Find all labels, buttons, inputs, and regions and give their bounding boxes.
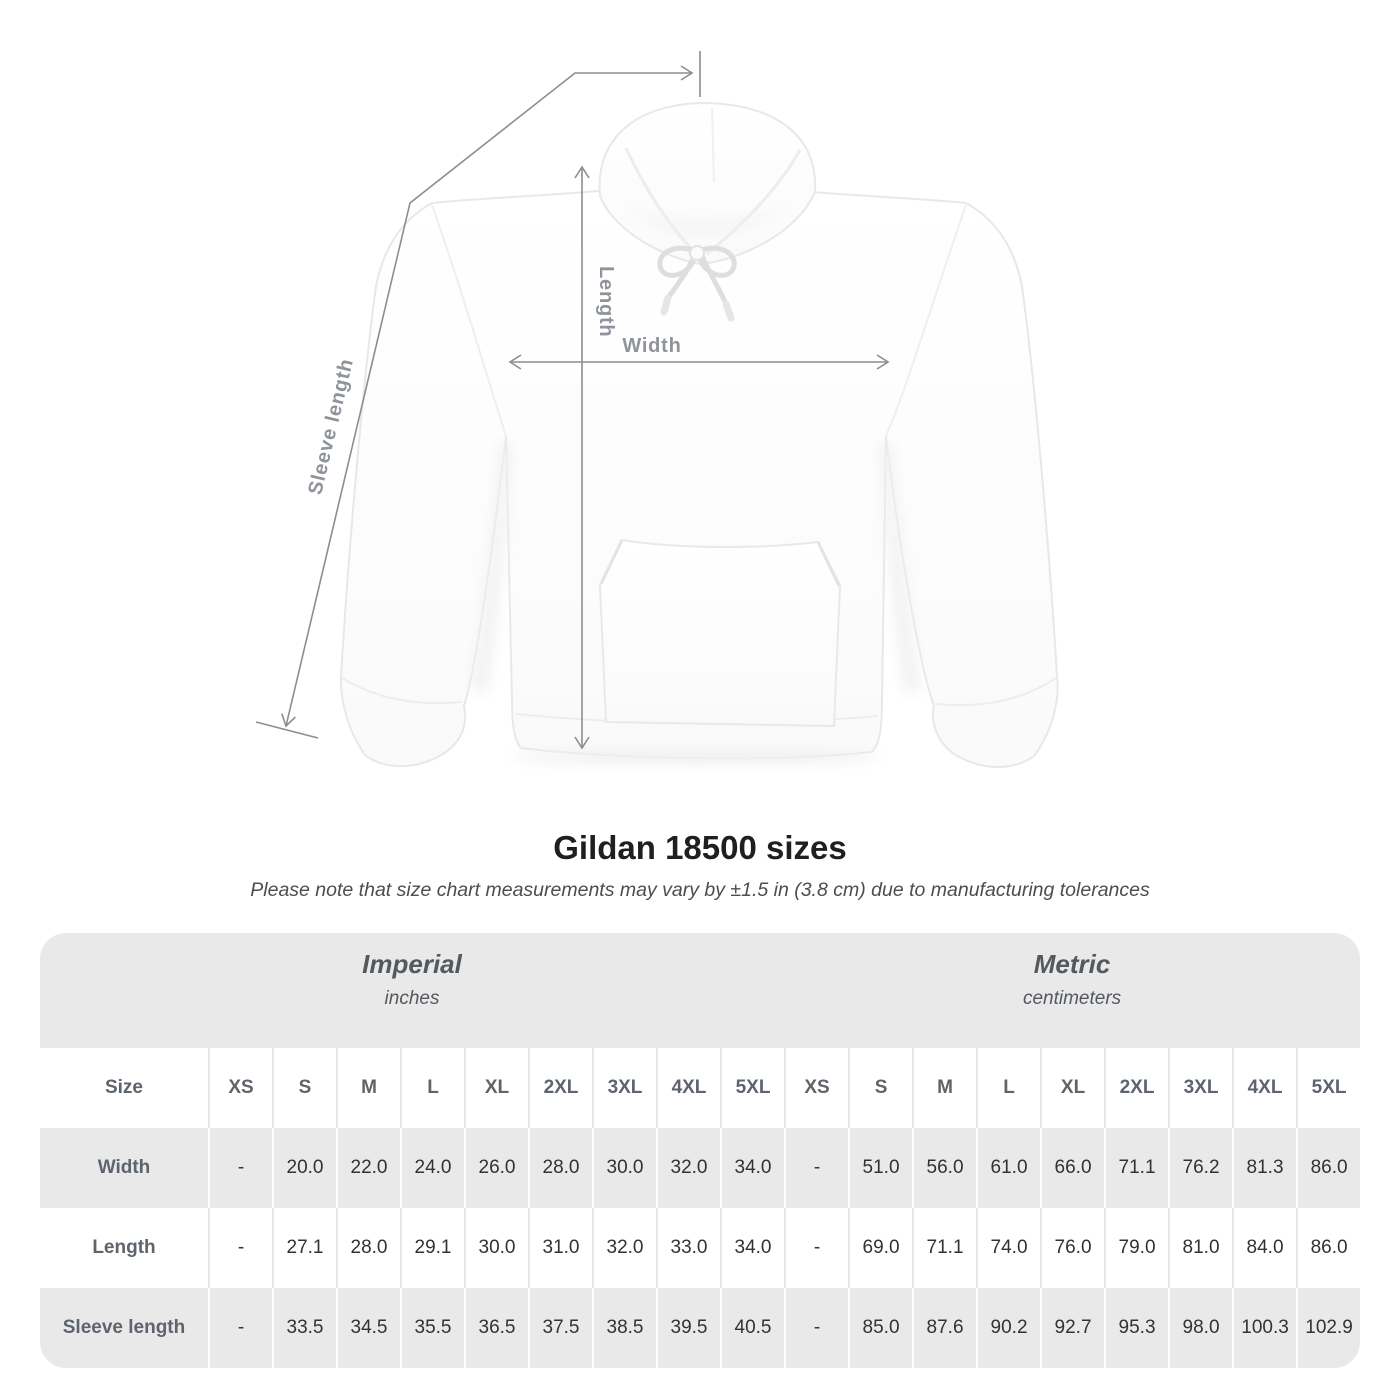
length-value-cell: 69.0 (848, 1208, 912, 1288)
sleeve-length-value-cell: - (784, 1288, 848, 1368)
width-value-cell: 20.0 (272, 1128, 336, 1208)
sleeve-length-value-cell: 90.2 (976, 1288, 1040, 1368)
width-value-cell: 76.2 (1168, 1128, 1232, 1208)
metric-title: Metric (1033, 948, 1111, 979)
imperial-subtitle: inches (384, 987, 440, 1009)
length-value-cell: 32.0 (592, 1208, 656, 1288)
tolerance-note: Please note that size chart measurements may vary by ±1.5 in (3.8 cm) due to manufacturing tolerances (250, 879, 1150, 902)
imperial-group-header (40, 933, 784, 1048)
size-column-header: S (272, 1048, 336, 1128)
sleeve-length-value-cell: 39.5 (656, 1288, 720, 1368)
size-column-header: XL (464, 1048, 528, 1128)
width-value-cell: 86.0 (1296, 1128, 1360, 1208)
size-column-header: XS (784, 1048, 848, 1128)
size-column-header: 2XL (528, 1048, 592, 1128)
metric-group-header (784, 933, 1360, 1048)
width-value-cell: - (784, 1128, 848, 1208)
drawstring-knot (690, 246, 704, 260)
length-value-cell: 71.1 (912, 1208, 976, 1288)
width-value-cell: 22.0 (336, 1128, 400, 1208)
size-column-header: XS (208, 1048, 272, 1128)
size-table-container (40, 933, 1360, 1368)
page-title: Gildan 18500 sizes (553, 829, 847, 866)
width-value-cell: - (208, 1128, 272, 1208)
width-value-cell: 61.0 (976, 1128, 1040, 1208)
size-corner-label: Size (40, 1048, 208, 1128)
sleeve-length-value-cell: 92.7 (1040, 1288, 1104, 1368)
size-table (40, 933, 1360, 1368)
length-value-cell: 86.0 (1296, 1208, 1360, 1288)
length-row (40, 1208, 1360, 1288)
sleeve-length-row-label: Sleeve length (40, 1288, 208, 1368)
size-column-header: 4XL (656, 1048, 720, 1128)
width-value-cell: 66.0 (1040, 1128, 1104, 1208)
sleeve-length-value-cell: 100.3 (1232, 1288, 1296, 1368)
size-column-header: 3XL (592, 1048, 656, 1128)
sleeve-length-value-cell: 35.5 (400, 1288, 464, 1368)
sleeve-length-value-cell: 95.3 (1104, 1288, 1168, 1368)
size-column-header: XL (1040, 1048, 1104, 1128)
length-value-cell: 84.0 (1232, 1208, 1296, 1288)
length-value-cell: 76.0 (1040, 1208, 1104, 1288)
sleeve-length-value-cell: 34.5 (336, 1288, 400, 1368)
length-value-cell: 28.0 (336, 1208, 400, 1288)
width-value-cell: 24.0 (400, 1128, 464, 1208)
hoodie-image (341, 103, 1058, 767)
width-value-cell: 34.0 (720, 1128, 784, 1208)
size-column-header: 5XL (720, 1048, 784, 1128)
width-value-cell: 26.0 (464, 1128, 528, 1208)
imperial-title: Imperial (362, 948, 462, 979)
width-value-cell: 28.0 (528, 1128, 592, 1208)
size-column-header: S (848, 1048, 912, 1128)
width-row-label: Width (40, 1128, 208, 1208)
sleeve-length-value-cell: 85.0 (848, 1288, 912, 1368)
width-value-cell: 56.0 (912, 1128, 976, 1208)
size-column-header: L (976, 1048, 1040, 1128)
width-value-cell: 51.0 (848, 1128, 912, 1208)
length-value-cell: 81.0 (1168, 1208, 1232, 1288)
size-column-header: 5XL (1296, 1048, 1360, 1128)
length-value-cell: - (208, 1208, 272, 1288)
width-label: Width (622, 335, 682, 357)
size-column-header: 2XL (1104, 1048, 1168, 1128)
length-value-cell: 74.0 (976, 1208, 1040, 1288)
sleeve-length-value-cell: 87.6 (912, 1288, 976, 1368)
size-column-header: 3XL (1168, 1048, 1232, 1128)
size-column-header: M (912, 1048, 976, 1128)
length-value-cell: 34.0 (720, 1208, 784, 1288)
size-column-header: L (400, 1048, 464, 1128)
length-value-cell: 29.1 (400, 1208, 464, 1288)
width-value-cell: 32.0 (656, 1128, 720, 1208)
size-column-header: 4XL (1232, 1048, 1296, 1128)
sleeve-length-row (40, 1288, 1360, 1368)
size-column-header: M (336, 1048, 400, 1128)
unit-band-row (40, 933, 1360, 1048)
length-value-cell: 30.0 (464, 1208, 528, 1288)
sleeve-length-value-cell: - (208, 1288, 272, 1368)
width-value-cell: 81.3 (1232, 1128, 1296, 1208)
sleeve-length-value-cell: 36.5 (464, 1288, 528, 1368)
width-value-cell: 30.0 (592, 1128, 656, 1208)
sleeve-length-value-cell: 33.5 (272, 1288, 336, 1368)
sleeve-length-value-cell: 37.5 (528, 1288, 592, 1368)
sleeve-length-value-cell: 98.0 (1168, 1288, 1232, 1368)
length-value-cell: - (784, 1208, 848, 1288)
length-row-label: Length (40, 1208, 208, 1288)
length-value-cell: 79.0 (1104, 1208, 1168, 1288)
width-row (40, 1128, 1360, 1208)
width-value-cell: 71.1 (1104, 1128, 1168, 1208)
length-value-cell: 33.0 (656, 1208, 720, 1288)
sleeve-length-label: Sleeve length (304, 356, 359, 497)
sleeve-length-value-cell: 102.9 (1296, 1288, 1360, 1368)
sleeve-length-value-cell: 38.5 (592, 1288, 656, 1368)
length-label: Length (595, 266, 617, 338)
metric-subtitle: centimeters (1022, 987, 1122, 1009)
size-header-row (40, 1048, 1360, 1128)
length-value-cell: 31.0 (528, 1208, 592, 1288)
sleeve-length-value-cell: 40.5 (720, 1288, 784, 1368)
length-value-cell: 27.1 (272, 1208, 336, 1288)
